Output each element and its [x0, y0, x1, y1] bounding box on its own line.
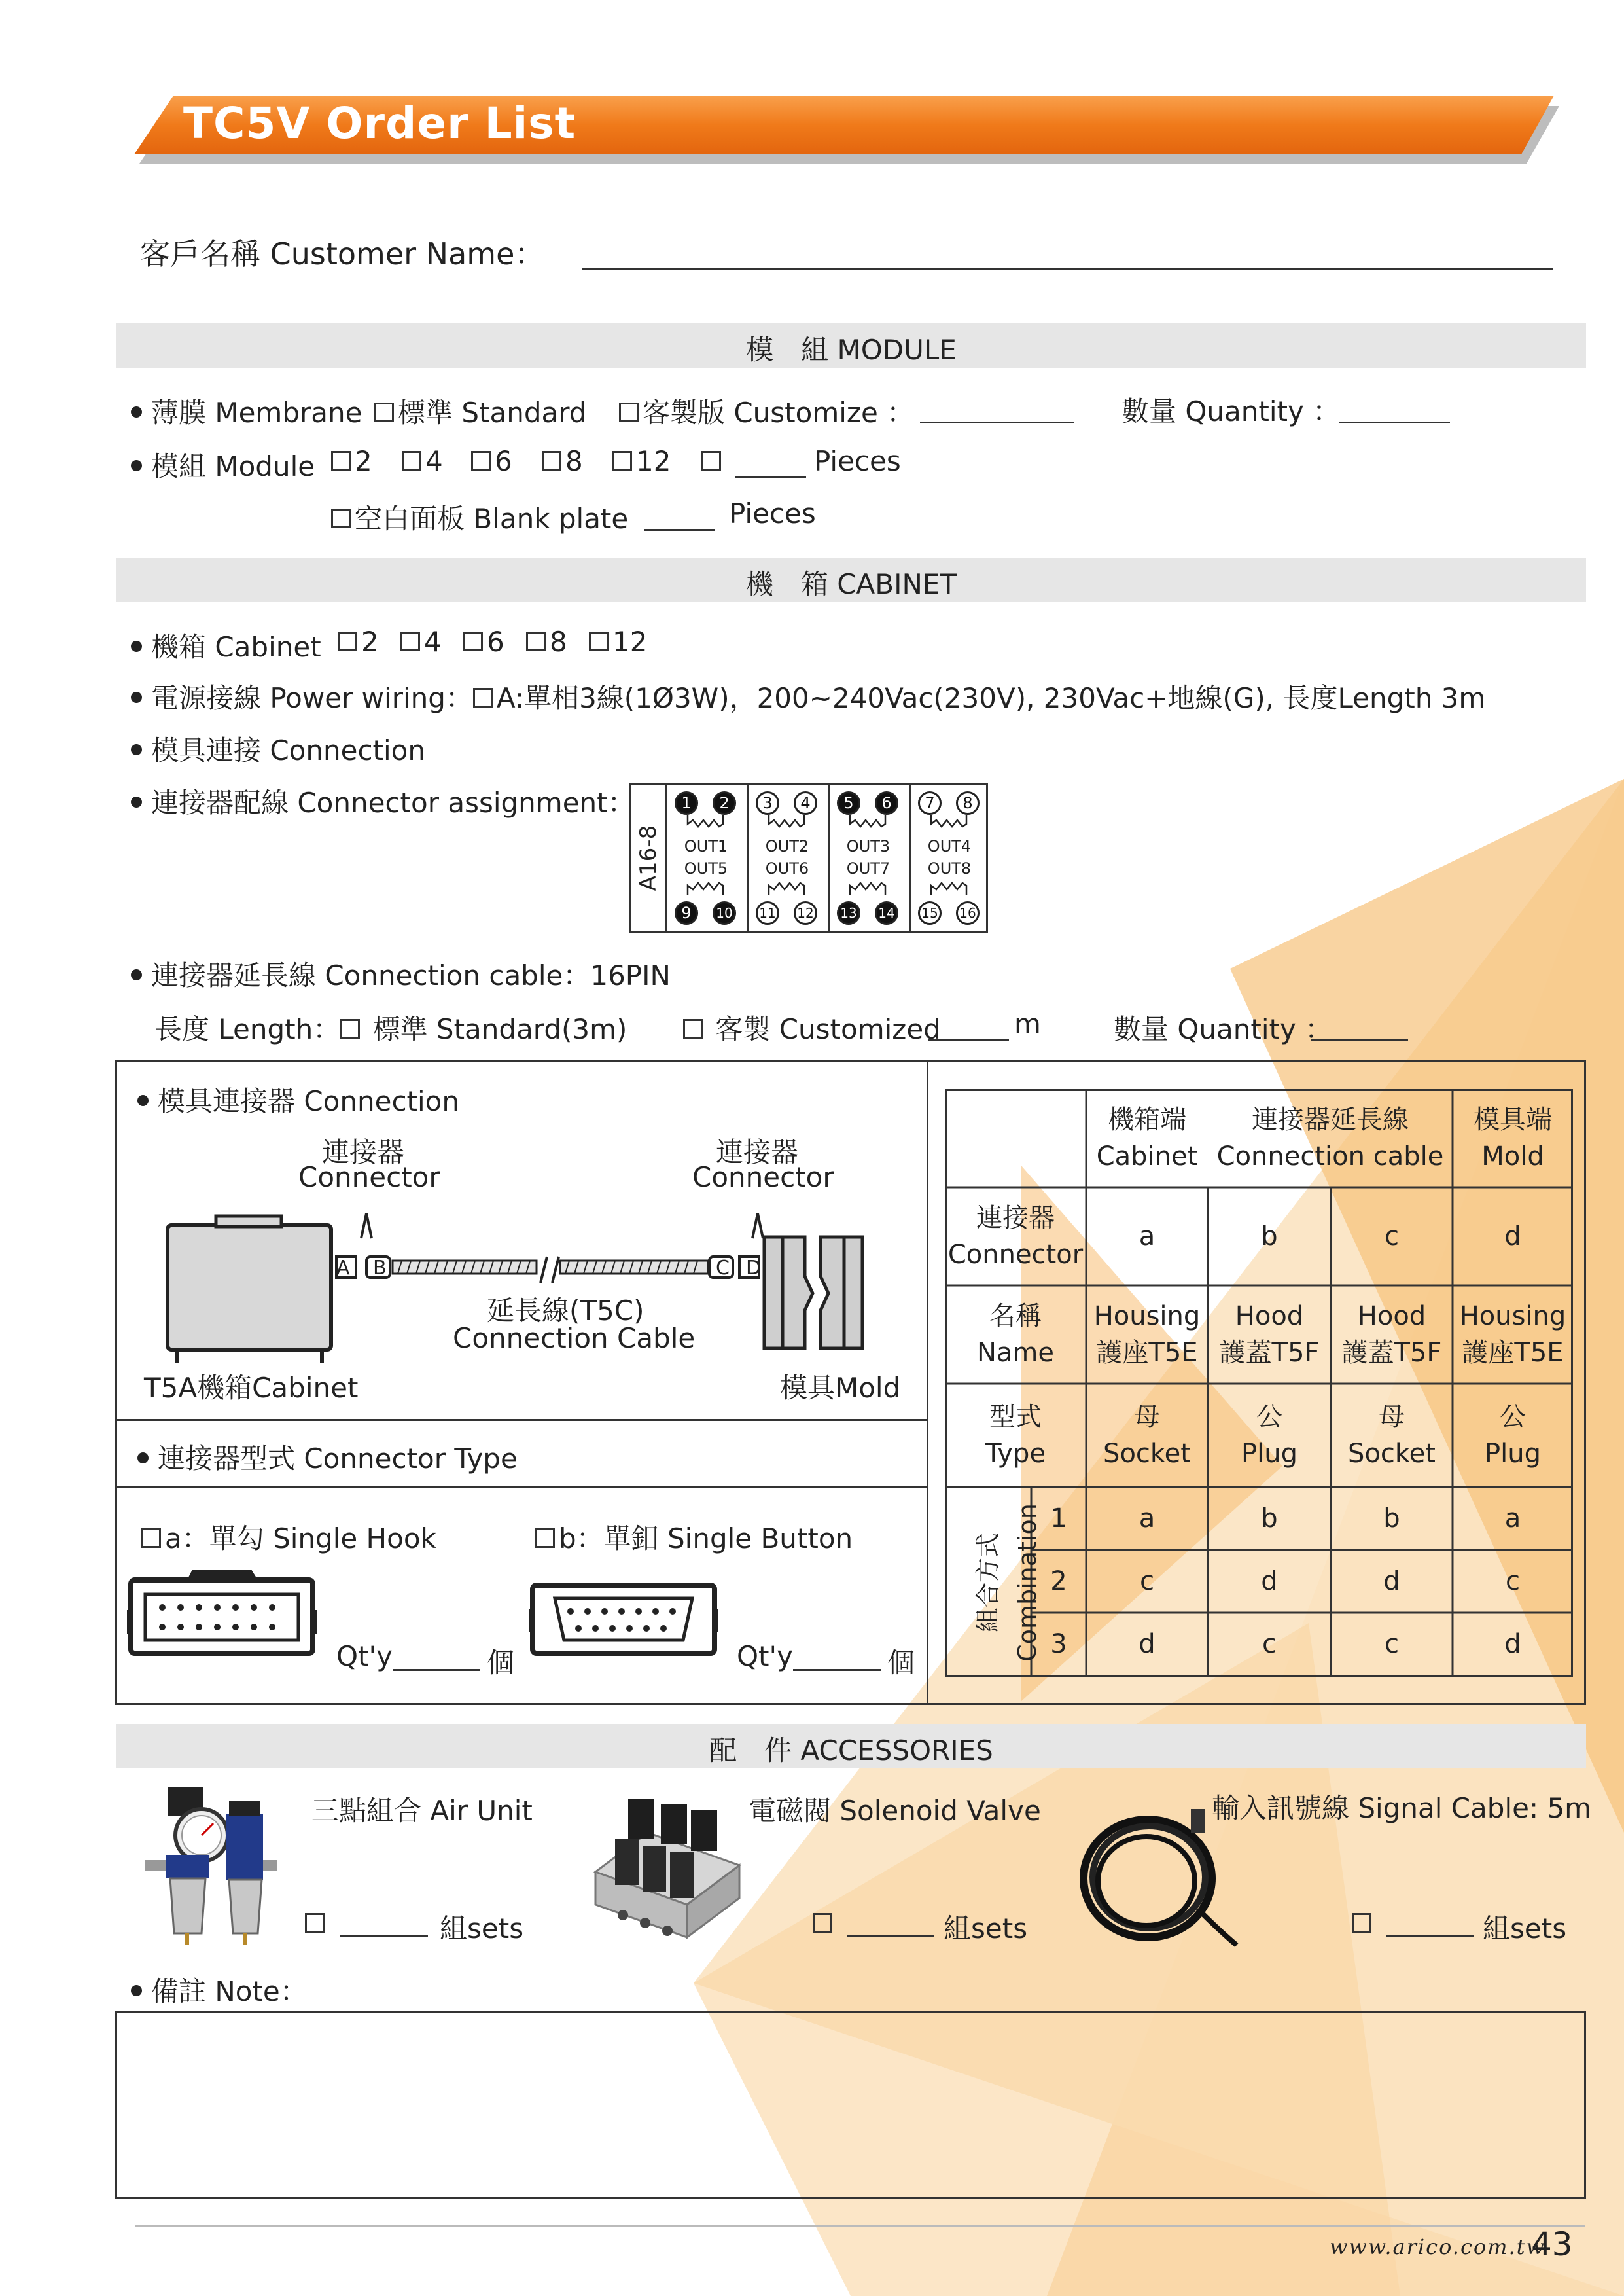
air-unit-sets-label: 組sets	[440, 1912, 524, 1945]
qty-a-field[interactable]	[393, 1669, 480, 1671]
signal-cable-label: 輸入訊號線 Signal Cable: 5m	[1212, 1792, 1592, 1824]
header-connection-cable: 連接器延長線 Connection cable	[1216, 1105, 1444, 1172]
pin-12: 12	[794, 901, 817, 925]
module-pieces-label: Pieces	[814, 445, 901, 477]
module-custom-checkbox[interactable]	[701, 451, 721, 471]
out-label-top: OUT3	[846, 837, 891, 855]
plug-letter-b: B	[373, 1257, 387, 1280]
cell-combination: a	[1504, 1503, 1521, 1534]
combination-number: 2	[1050, 1566, 1067, 1596]
footer-url: www.arico.com.tw	[1330, 2234, 1545, 2259]
connector-assignment-diagram	[629, 783, 988, 933]
cabinet-label: 機箱 Cabinet	[151, 631, 321, 663]
cell-connector: b	[1261, 1221, 1278, 1251]
pin-group	[828, 785, 911, 931]
header-cabinet: 機箱端 Cabinet	[1096, 1105, 1198, 1172]
length-quantity-label: 數量 Quantity ：	[1114, 1013, 1333, 1045]
membrane-customize-checkbox[interactable]	[619, 403, 639, 422]
row-label-type: 型式 Type	[985, 1402, 1046, 1469]
note-label: 備註 Note：	[151, 1975, 308, 2007]
air-unit-checkbox[interactable]	[305, 1913, 325, 1933]
combination-number: 3	[1050, 1629, 1067, 1659]
signal-cable-sets-label: 組sets	[1483, 1912, 1567, 1945]
cell-combination: d	[1504, 1629, 1521, 1659]
cabinet-caption: T5A機箱Cabinet	[144, 1372, 359, 1404]
connector-label-left-zh: 連接器	[321, 1136, 404, 1168]
cell-name: Hood 護蓋T5F	[1341, 1301, 1442, 1368]
cable-label-zh: 延長線(T5C)	[487, 1295, 644, 1327]
blank-plate-pieces: Pieces	[729, 497, 816, 529]
solenoid-valve-image	[589, 1793, 746, 1950]
cell-combination: d	[1383, 1566, 1400, 1596]
cabinet-2-checkbox[interactable]	[338, 632, 357, 651]
cell-type: 公 Plug	[1241, 1402, 1297, 1469]
cabinet-4-checkbox[interactable]	[400, 632, 420, 651]
pin-9: 9	[675, 901, 698, 925]
out-label-bottom: OUT6	[765, 859, 809, 878]
cell-name: Hood 護蓋T5F	[1219, 1301, 1320, 1368]
qty-b-field[interactable]	[793, 1669, 881, 1671]
out-label-bottom: OUT7	[846, 859, 891, 878]
blank-plate-label: 空白面板 Blank plate	[355, 503, 629, 535]
plug-letter-a: A	[336, 1257, 350, 1280]
type-b-checkbox[interactable]	[535, 1528, 555, 1548]
cell-combination: b	[1383, 1503, 1400, 1534]
cell-combination: b	[1261, 1503, 1278, 1534]
qty-a-label: Qt'y	[336, 1640, 393, 1672]
solenoid-sets-label: 組sets	[944, 1912, 1028, 1945]
blank-plate-field[interactable]	[644, 529, 715, 531]
length-customized-field[interactable]	[928, 1039, 1009, 1041]
cell-name: Housing 護座T5E	[1459, 1301, 1566, 1368]
pin-11: 11	[756, 901, 779, 925]
row-label-connector: 連接器 Connector	[947, 1203, 1084, 1270]
air-unit-sets-field[interactable]	[340, 1935, 428, 1937]
connector-label-right-zh: 連接器	[715, 1136, 798, 1168]
customer-name-field[interactable]	[582, 268, 1553, 270]
cabinet-6-checkbox[interactable]	[463, 632, 483, 651]
pin-3: 3	[756, 791, 779, 815]
membrane-row: 薄膜 Membrane	[131, 391, 362, 431]
cell-combination: c	[1262, 1629, 1277, 1659]
out-label-top: OUT2	[765, 837, 809, 855]
membrane-quantity-label: 數量 Quantity ：	[1121, 395, 1341, 427]
qty-b-unit: 個	[887, 1647, 915, 1679]
power-wiring-option: A:單相3線(1Ø3W)，200~240Vac(230V), 230Vac+地線(G), 長度Length 3m	[496, 682, 1486, 714]
header-mold: 模具端 Mold	[1474, 1105, 1552, 1172]
mold-connection-label: 模具連接 Connection	[151, 734, 425, 766]
air-unit-label: 三點組合 Air Unit	[311, 1795, 533, 1827]
section-accessories: 配 件 ACCESSORIES	[116, 1724, 1586, 1768]
pin-1: 1	[675, 791, 698, 815]
out-label-bottom: OUT8	[927, 859, 972, 878]
pin-5: 5	[837, 791, 860, 815]
single-button-connector-icon	[529, 1580, 718, 1659]
out-label-top: OUT1	[684, 837, 728, 855]
cell-combination: a	[1139, 1503, 1156, 1534]
membrane-standard-checkbox[interactable]	[374, 403, 394, 422]
row-label-name: 名稱 Name	[976, 1301, 1054, 1368]
page-number: 43	[1531, 2225, 1573, 2263]
qty-a-unit: 個	[487, 1647, 515, 1679]
module-2-checkbox[interactable]	[331, 451, 351, 471]
connector-model: A16-8	[635, 825, 662, 891]
solenoid-label: 電磁閥 Solenoid Valve	[749, 1795, 1041, 1827]
solenoid-checkbox[interactable]	[813, 1913, 832, 1933]
pin-15: 15	[918, 901, 942, 925]
cell-combination: c	[1140, 1566, 1154, 1596]
membrane-standard-label: 標準 Standard	[398, 397, 587, 429]
cell-combination: d	[1261, 1566, 1278, 1596]
module-custom-field[interactable]	[735, 476, 806, 478]
module-12-checkbox[interactable]	[612, 451, 632, 471]
cell-name: Housing 護座T5E	[1093, 1301, 1201, 1368]
pin-14: 14	[875, 901, 898, 925]
membrane-quantity-field[interactable]	[1339, 422, 1450, 423]
single-hook-connector-icon	[127, 1564, 317, 1662]
mold-caption: 模具Mold	[780, 1372, 901, 1404]
length-quantity-field[interactable]	[1311, 1039, 1408, 1041]
cell-connector: c	[1385, 1221, 1399, 1251]
cable-label-en: Connection Cable	[453, 1322, 696, 1354]
pin-6: 6	[875, 791, 898, 815]
qty-b-label: Qt'y	[737, 1640, 793, 1672]
combination-number: 1	[1050, 1503, 1067, 1534]
connector-label-right-en: Connector	[692, 1161, 834, 1193]
signal-cable-checkbox[interactable]	[1352, 1913, 1371, 1933]
out-label-top: OUT4	[927, 837, 972, 855]
length-unit: m	[1014, 1008, 1041, 1040]
cell-connector: d	[1504, 1221, 1521, 1251]
blank-plate-checkbox[interactable]	[331, 509, 351, 528]
module-8-checkbox[interactable]	[542, 451, 561, 471]
length-standard-label: 標準 Standard(3m)	[372, 1013, 627, 1045]
connection-cable-label: 連接器延長線 Connection cable：16PIN	[151, 960, 671, 992]
section-module: 模 組 MODULE	[116, 323, 1586, 368]
signal-cable-sets-field[interactable]	[1386, 1935, 1474, 1937]
type-a-checkbox[interactable]	[141, 1528, 161, 1548]
module-label: 模組 Module	[151, 450, 315, 482]
length-customized-checkbox[interactable]	[683, 1019, 703, 1039]
cell-combination: d	[1139, 1629, 1156, 1659]
note-field[interactable]	[115, 2011, 1586, 2199]
type-b-label: b：單釦 Single Button	[559, 1522, 853, 1554]
connection-heading: 模具連接器 Connection	[158, 1085, 459, 1117]
membrane-customize-label: 客製版 Customize ：	[643, 397, 915, 429]
plug-letter-d: D	[746, 1257, 762, 1280]
cell-connector: a	[1139, 1221, 1156, 1251]
connector-type-heading: 連接器型式 Connector Type	[158, 1443, 518, 1475]
pin-8: 8	[956, 791, 980, 815]
page-title: TC5V Order List	[183, 98, 576, 149]
out-label-bottom: OUT5	[684, 859, 728, 878]
length-standard-checkbox[interactable]	[340, 1019, 360, 1039]
length-label: 長度 Length：	[154, 1013, 341, 1045]
connector-label-left-en: Connector	[298, 1161, 440, 1193]
solenoid-sets-field[interactable]	[847, 1935, 934, 1937]
pin-13: 13	[837, 901, 860, 925]
cell-combination: c	[1506, 1566, 1520, 1596]
air-unit-image	[143, 1783, 280, 1946]
connector-assignment-label: 連接器配線 Connector assignment：	[151, 787, 635, 819]
module-4-checkbox[interactable]	[402, 451, 421, 471]
cell-type: 母 Socket	[1103, 1402, 1191, 1469]
pin-4: 4	[794, 791, 817, 815]
power-wiring-checkbox[interactable]	[473, 688, 493, 708]
pin-2: 2	[713, 791, 736, 815]
cabinet-8-checkbox[interactable]	[526, 632, 546, 651]
cabinet-12-checkbox[interactable]	[589, 632, 609, 651]
pin-group	[665, 785, 749, 931]
customer-name-label: 客戶名稱 Customer Name：	[140, 236, 545, 272]
type-a-label: a：單勾 Single Hook	[165, 1522, 436, 1554]
pin-16: 16	[956, 901, 980, 925]
cell-type: 公 Plug	[1485, 1402, 1541, 1469]
section-cabinet: 機 箱 CABINET	[116, 558, 1586, 602]
power-wiring-label: 電源接線 Power wiring：	[151, 682, 473, 714]
membrane-customize-field[interactable]	[920, 422, 1074, 423]
plug-letter-c: C	[716, 1257, 730, 1280]
combination-label: 組合方式 Combination	[974, 1503, 1042, 1662]
pin-10: 10	[713, 901, 736, 925]
cell-combination: c	[1385, 1629, 1399, 1659]
length-customized-label: 客製 Customized	[715, 1013, 941, 1045]
pin-group	[747, 785, 830, 931]
cell-type: 母 Socket	[1348, 1402, 1436, 1469]
pin-group	[909, 785, 990, 931]
pin-7: 7	[918, 791, 942, 815]
module-6-checkbox[interactable]	[471, 451, 491, 471]
